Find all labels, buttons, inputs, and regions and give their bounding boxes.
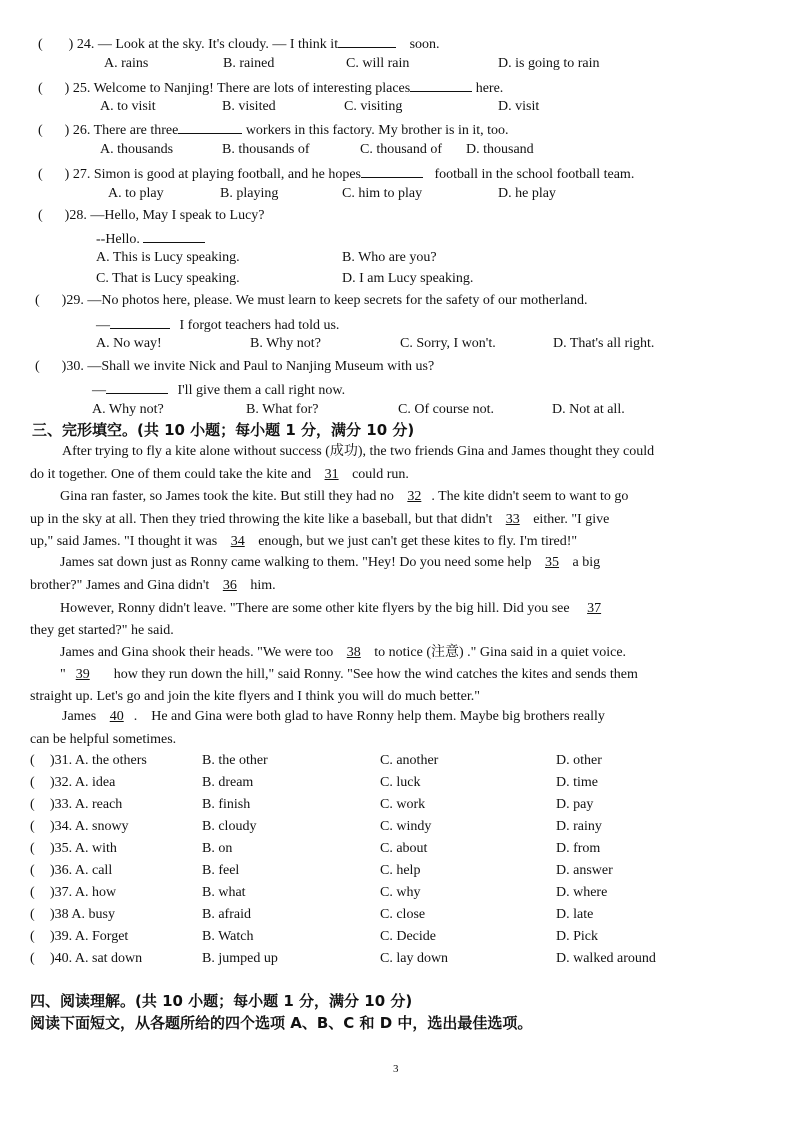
choice-paren: ( [30, 841, 35, 856]
choice-paren: ( [30, 951, 35, 966]
choice-b: B. Watch [202, 929, 254, 944]
option-d: D. I am Lucy speaking. [342, 271, 474, 286]
choice-a: )32. A. idea [50, 775, 116, 790]
section-4-heading: 四、阅读理解。(共 10 小题；每小题 1 分，满分 10 分) [30, 992, 413, 1010]
passage-line: can be helpful sometimes. [30, 732, 177, 747]
question-29: ( )29. —No photos here, please. We must learn to keep secrets for the safety of our motherland. [35, 293, 588, 308]
choice-b: B. the other [202, 753, 268, 768]
choice-a: )34. A. snowy [50, 819, 129, 834]
option-c: C. That is Lucy speaking. [96, 271, 240, 286]
option-a: A. rains [104, 56, 149, 71]
choice-a: )38 A. busy [50, 907, 115, 922]
option-b: B. thousands of [222, 142, 310, 157]
option-d: D. thousand [466, 142, 534, 157]
choice-d: D. answer [556, 863, 613, 878]
option-a: A. to play [108, 186, 164, 201]
passage-line: James 40 . He and Gina were both glad to have Ronny help them. Maybe big brothers really [62, 709, 605, 724]
choice-c: C. Decide [380, 929, 436, 944]
option-c: C. will rain [346, 56, 410, 71]
reply-line: --Hello. [96, 228, 205, 249]
choice-c: C. why [380, 885, 421, 900]
passage-line: up in the sky at all. Then they tried throwing the kite like a baseball, but that didn't 33 either. "I give [30, 512, 610, 527]
choice-paren: ( [30, 907, 35, 922]
choice-b: B. on [202, 841, 233, 856]
passage-line: straight up. Let's go and join the kite flyers and I think you will do much better." [30, 689, 480, 704]
option-d: D. visit [498, 99, 540, 114]
choice-d: D. from [556, 841, 601, 856]
choice-paren: ( [30, 929, 35, 944]
choice-paren: ( [30, 753, 35, 768]
option-a: A. No way! [96, 336, 162, 351]
choice-c: C. windy [380, 819, 432, 834]
passage-line: up," said James. "I thought it was 34 enough, but we just can't get these kites to fly. I'm tired!" [30, 534, 578, 549]
choice-b: B. finish [202, 797, 251, 812]
question-28: ( )28. —Hello, May I speak to Lucy? [38, 208, 265, 223]
option-c: C. him to play [342, 186, 423, 201]
option-b: B. playing [220, 186, 279, 201]
option-c: C. Sorry, I won't. [400, 336, 496, 351]
option-a: A. thousands [100, 142, 174, 157]
choice-b: B. dream [202, 775, 254, 790]
choice-d: D. late [556, 907, 594, 922]
choice-d: D. walked around [556, 951, 656, 966]
choice-paren: ( [30, 819, 35, 834]
choice-c: C. lay down [380, 951, 449, 966]
choice-b: B. jumped up [202, 951, 278, 966]
passage-line: James sat down just as Ronny came walking to them. "Hey! Do you need some help 35 a big [60, 555, 601, 570]
option-b: B. rained [223, 56, 275, 71]
passage-line: James and Gina shook their heads. "We were too 38 to notice (注意) ." Gina said in a quiet voice. [60, 645, 627, 660]
passage-line: Gina ran faster, so James took the kite. But still they had no 32 . The kite didn't seem to want to go [60, 489, 629, 504]
choice-a: )39. A. Forget [50, 929, 129, 944]
choice-d: D. where [556, 885, 608, 900]
option-d: D. That's all right. [553, 336, 655, 351]
section-4-instruction: 阅读下面短文，从各题所给的四个选项 A、B、C 和 D 中，选出最佳选项。 [30, 1014, 533, 1032]
choice-a: )36. A. call [50, 863, 113, 878]
choice-c: C. luck [380, 775, 421, 790]
passage-line: After trying to fly a kite alone without success (成功), the two friends Gina and James thought they could [62, 444, 655, 459]
choice-c: C. another [380, 753, 439, 768]
option-a: A. to visit [100, 99, 156, 114]
option-b: B. What for? [246, 402, 319, 417]
option-b: B. Who are you? [342, 250, 437, 265]
choice-a: )33. A. reach [50, 797, 123, 812]
choice-b: B. what [202, 885, 246, 900]
choice-paren: ( [30, 775, 35, 790]
option-a: A. This is Lucy speaking. [96, 250, 240, 265]
choice-a: )31. A. the others [50, 753, 147, 768]
passage-line: " 39 how they run down the hill," said Ronny. "See how the wind catches the kites and sends them [60, 667, 638, 682]
option-c: C. visiting [344, 99, 403, 114]
passage-line: they get started?" he said. [30, 623, 174, 638]
choice-b: B. afraid [202, 907, 251, 922]
choice-paren: ( [30, 885, 35, 900]
choice-d: D. pay [556, 797, 594, 812]
choice-b: B. cloudy [202, 819, 257, 834]
question-25: ( ) 25. Welcome to Nanjing! There are lots of interesting places here. [38, 77, 503, 98]
choice-a: )37. A. how [50, 885, 117, 900]
passage-line: However, Ronny didn't leave. "There are some other kite flyers by the big hill. Did you see 37 [60, 601, 602, 616]
option-d: D. is going to rain [498, 56, 600, 71]
choice-c: C. work [380, 797, 426, 812]
choice-c: C. close [380, 907, 426, 922]
reply-line: — I forgot teachers had told us. [96, 314, 339, 335]
option-c: C. Of course not. [398, 402, 495, 417]
option-c: C. thousand of [360, 142, 443, 157]
option-b: B. visited [222, 99, 276, 114]
section-3-heading: 三、完形填空。(共 10 小题；每小题 1 分，满分 10 分) [32, 421, 415, 439]
question-27: ( ) 27. Simon is good at playing football, and he hopes football in the school football team. [38, 163, 634, 184]
choice-a: )40. A. sat down [50, 951, 143, 966]
choice-c: C. about [380, 841, 428, 856]
choice-paren: ( [30, 863, 35, 878]
question-30: ( )30. —Shall we invite Nick and Paul to Nanjing Museum with us? [35, 359, 435, 374]
option-d: D. Not at all. [552, 402, 625, 417]
choice-b: B. feel [202, 863, 240, 878]
choice-c: C. help [380, 863, 421, 878]
choice-d: D. other [556, 753, 602, 768]
choice-a: )35. A. with [50, 841, 117, 856]
page-number: 3 [393, 1063, 399, 1075]
choice-paren: ( [30, 797, 35, 812]
choice-d: D. time [556, 775, 598, 790]
reply-line: — I'll give them a call right now. [92, 379, 345, 400]
choice-d: D. rainy [556, 819, 602, 834]
option-b: B. Why not? [250, 336, 321, 351]
passage-line: brother?" James and Gina didn't 36 him. [30, 578, 276, 593]
question-26: ( ) 26. There are three workers in this factory. My brother is in it, too. [38, 119, 509, 140]
passage-line: do it together. One of them could take the kite and 31 could run. [30, 467, 409, 482]
question-24: ( ) 24. — Look at the sky. It's cloudy. — I think it soon. [38, 33, 440, 54]
choice-d: D. Pick [556, 929, 598, 944]
option-a: A. Why not? [92, 402, 164, 417]
option-d: D. he play [498, 186, 556, 201]
